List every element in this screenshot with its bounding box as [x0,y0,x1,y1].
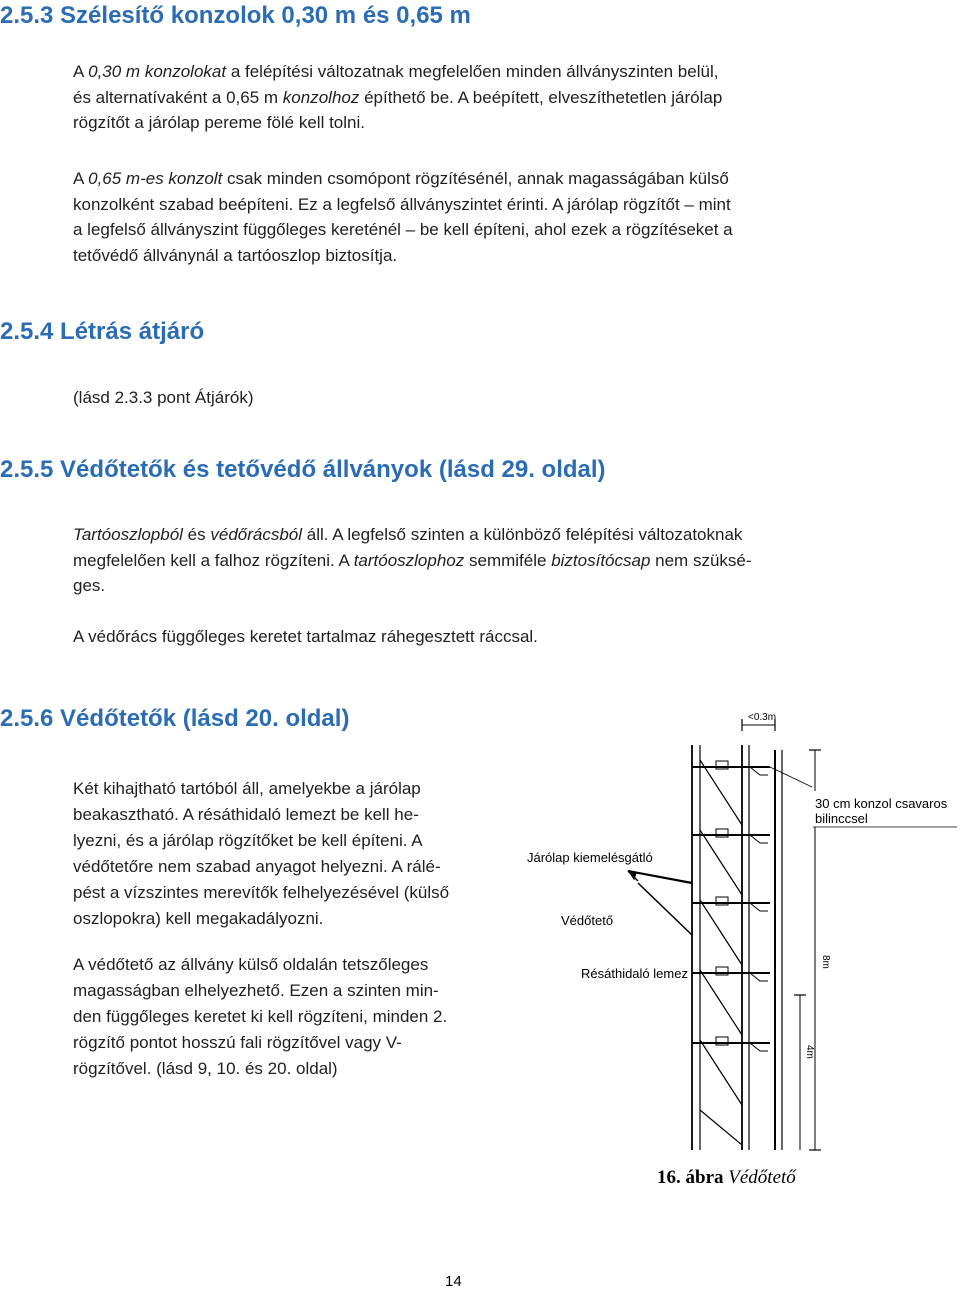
text-line: rögzítővel. (lásd 9, 10. és 20. oldal) [73,1059,338,1078]
figure-label-resathidalo: Résáthidaló lemez [581,966,688,981]
figure-label-vedoteto: Védőtető [561,913,614,928]
paragraph-2-5-4: (lásd 2.3.3 pont Átjárók) [73,388,254,407]
text-line: védőtetőre nem szabad anyagot helyezni. A rálé- [73,857,441,876]
dimension-8m: 8m [820,955,831,969]
section-heading-2-5-6: 2.5.6 Védőtetők (lásd 20. oldal) [0,705,350,732]
dimension-top: <0.3m [748,712,777,723]
text-line: a legfelső állványszint függőleges kereténél – be kell építeni, ahol ezek a rögzítéseket a [73,220,733,239]
text-line: oszlopokra) kell megakadályozni. [73,909,324,928]
text-line: rögzítőt a járólap pereme fölé kell tolni. [73,113,365,132]
text-line: tetővédő állványnál a tartóoszlop biztosítja. [73,245,398,265]
text-line: lyezni, és a járólap rögzítőket be kell építeni. A [73,831,423,850]
dimension-4m: 4m [804,1045,815,1059]
section-heading-2-5-3: 2.5.3 Szélesítő konzolok 0,30 m és 0,65 m [0,2,471,29]
label-line: bilinccsel [815,811,868,826]
text-line: A 0,65 m-es konzolt csak minden csomópont rögzítésénél, annak magasságában külső [73,169,729,188]
label-line: 30 cm konzol csavaros [815,796,948,811]
figure-label-konzol [815,796,947,826]
text-line: beakasztható. A résáthidaló lemezt be kell he- [73,805,419,824]
paragraph-2-5-5-a [73,522,752,599]
paragraph-2-5-3-b [73,166,733,268]
section-heading-2-5-5: 2.5.5 Védőtetők és tetővédő állványok (lásd 29. oldal) [0,456,606,483]
text-line: megfelelően kell a falhoz rögzíteni. A tartóoszlophoz semmiféle biztosítócsap nem szüksé- [73,550,752,570]
paragraph-2-5-3-a [73,59,722,136]
text-line: pést a vízszintes merevítők felhelyezésével (külső [73,883,450,902]
paragraph-2-5-5-b: A védőrács függőleges keretet tartalmaz ráhegesztett ráccsal. [73,627,538,646]
paragraph-2-5-6-b [73,952,447,1082]
text-line: A 0,30 m konzolokat a felépítési változatnak megfelelően minden állványszinten belül, [73,62,719,81]
text-line: és alternatívaként a 0,65 m konzolhoz építhető be. A beépített, elveszíthetetlen járólap [73,87,723,107]
figure-label-jarolap: Járólap kiemelésgátló [527,850,653,865]
paragraph-2-5-6-a [73,776,449,932]
text-line: Tartóoszlopból és védőrácsból áll. A legfelső szinten a különböző felépítési változatoknak [73,525,743,544]
text-line: den függőleges keretet ki kell rögzíteni, minden 2. [73,1007,448,1026]
text-line: A védőtető az állvány külső oldalán tetszőleges [73,955,429,974]
text-line: Két kihajtható tartóból áll, amelyekbe a járólap [73,779,421,798]
text-line: magasságban elhelyezhető. Ezen a szinten min- [73,981,439,1000]
text-line: ges. [73,576,106,595]
scaffold-figure [520,705,960,1165]
section-heading-2-5-4: 2.5.4 Létrás átjáró [0,318,205,345]
page-number: 14 [445,1273,462,1290]
text-line: rögzítő pontot hosszú fali rögzítővel vagy V- [73,1033,402,1052]
text-line: konzolként szabad beépíteni. Ez a legfelső állványszintet érinti. A járólap rögzítőt – mint [73,194,731,214]
figure-caption: 16. ábra Védőtető [657,1167,796,1188]
